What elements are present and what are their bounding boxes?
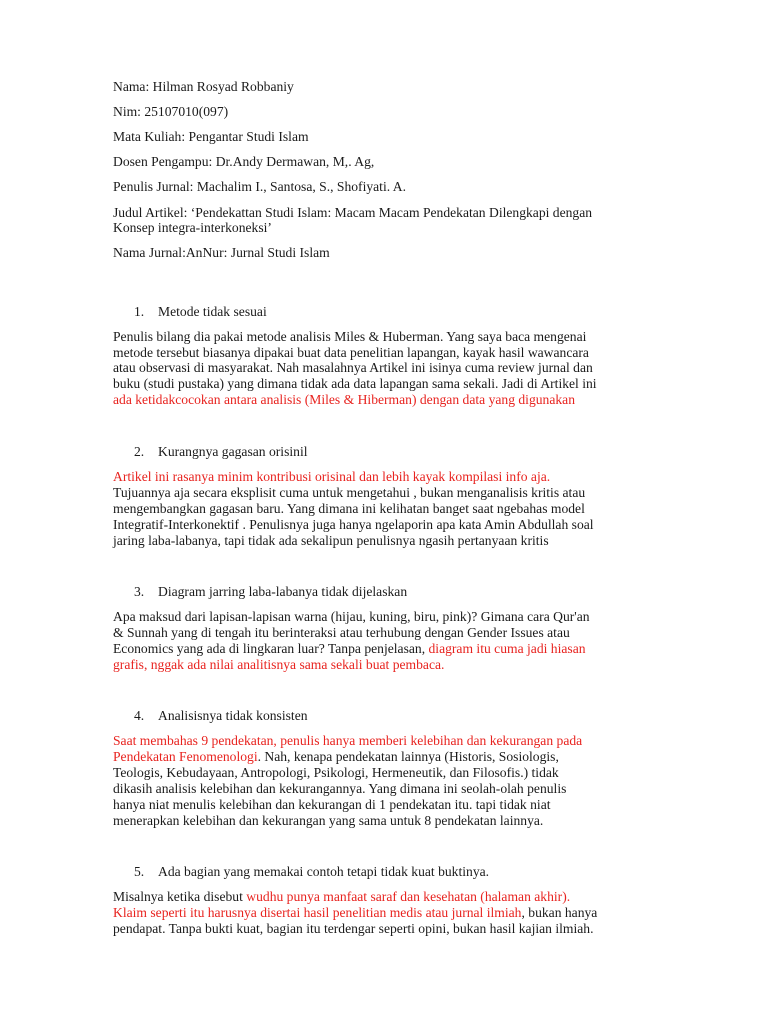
paragraph-line: metode tersebut biasanya dipakai buat data penelitian lapangan, kayak hasil wawancara <box>113 345 589 360</box>
paragraph-line <box>113 905 597 921</box>
student-nim: Nim: 25107010(097) <box>113 104 229 119</box>
highlighted-text: Klaim seperti itu harusnya disertai hasil penelitian medis atau jurnal ilmiah <box>113 905 522 920</box>
section-heading <box>134 708 308 724</box>
section-number: 2. <box>134 444 145 459</box>
paragraph-text: , bukan hanya <box>521 905 598 920</box>
highlighted-line: grafis, nggak ada nilai analitisnya sama sekali buat pembaca. <box>113 657 445 672</box>
paragraph-line: jaring laba-labanya, tapi tidak ada sekalipun penulisnya ngasih pertanyaan kritis <box>113 533 549 548</box>
paragraph-line: Teologis, Kebudayaan, Antropologi, Psikologi, Hermeneutik, dan Filosofis.) tidak <box>113 765 559 780</box>
section-title: Diagram jarring laba-labanya tidak dijelaskan <box>158 584 408 599</box>
article-title-line1: Judul Artikel: ‘Pendekattan Studi Islam: Macam Macam Pendekatan Dilengkapi dengan <box>113 205 593 220</box>
paragraph-line: Apa maksud dari lapisan-lapisan warna (hijau, kuning, biru, pink)? Gimana cara Qur'an <box>113 609 590 624</box>
journal-authors: Penulis Jurnal: Machalim I., Santosa, S., Shofiyati. A. <box>113 179 407 194</box>
section-title: Metode tidak sesuai <box>158 304 267 319</box>
section-heading <box>134 584 407 600</box>
course-name: Mata Kuliah: Pengantar Studi Islam <box>113 129 309 144</box>
section-title: Kurangnya gagasan orisinil <box>158 444 308 459</box>
paragraph-line <box>113 641 586 657</box>
highlighted-text: wudhu punya manfaat saraf dan kesehatan (halaman akhir). <box>246 889 571 904</box>
paragraph-line: hanya niat menulis kelebihan dan kekurangan di 1 pendekatan itu. tapi tidak niat <box>113 797 551 812</box>
paragraph-line: Penulis bilang dia pakai metode analisis Miles & Huberman. Yang saya baca mengenai <box>113 329 587 344</box>
section-heading <box>134 444 308 460</box>
paragraph-line <box>113 749 559 765</box>
section-number: 1. <box>134 304 145 319</box>
paragraph-line: Tujuannya aja secara eksplisit cuma untuk mengetahui , bukan menganalisis kritis atau <box>113 485 586 500</box>
journal-name: Nama Jurnal:AnNur: Jurnal Studi Islam <box>113 245 330 260</box>
paragraph-line: menerapkan kelebihan dan kekurangan yang sama untuk 8 pendekatan lainnya. <box>113 813 544 828</box>
lecturer-name: Dosen Pengampu: Dr.Andy Dermawan, M,. Ag, <box>113 154 375 169</box>
highlighted-line: Saat membahas 9 pendekatan, penulis hanya memberi kelebihan dan kekurangan pada <box>113 733 583 748</box>
paragraph-line: mengembangkan gagasan baru. Yang dimana ini kelihatan banget saat ngebahas model <box>113 501 585 516</box>
section-title: Ada bagian yang memakai contoh tetapi tidak kuat buktinya. <box>158 864 490 879</box>
paragraph-line: buku (studi pustaka) yang dimana tidak ada data lapangan sama sekali. Jadi di Artikel ini <box>113 376 597 391</box>
paragraph-text: . Nah, kenapa pendekatan lainnya (Historis, Sosiologis, <box>257 749 559 764</box>
section-number: 3. <box>134 584 145 599</box>
paragraph-text: Misalnya ketika disebut <box>113 889 247 904</box>
highlighted-text: Pendekatan Fenomenologi <box>113 749 258 764</box>
section-title: Analisisnya tidak konsisten <box>158 708 308 723</box>
paragraph-line: Integratif-Interkonektif . Penulisnya juga hanya ngelaporin apa kata Amin Abdullah soal <box>113 517 594 532</box>
paragraph-line <box>113 889 570 905</box>
highlighted-line: Artikel ini rasanya minim kontribusi orisinal dan lebih kayak kompilasi info aja. <box>113 469 551 484</box>
paragraph-line: & Sunnah yang di tengah itu berinteraksi atau terhubung dengan Gender Issues atau <box>113 625 570 640</box>
section-number: 4. <box>134 708 145 723</box>
highlighted-text: diagram itu cuma jadi hiasan <box>425 641 586 656</box>
section-heading <box>134 304 267 320</box>
section-number: 5. <box>134 864 145 879</box>
section-heading <box>134 864 489 880</box>
student-name: Nama: Hilman Rosyad Robbaniy <box>113 79 294 94</box>
paragraph-text: Economics yang ada di lingkaran luar? Tanpa penjelasan, <box>113 641 426 656</box>
highlighted-line: ada ketidakcocokan antara analisis (Miles & Hiberman) dengan data yang digunakan <box>113 392 576 407</box>
paragraph-line: atau observasi di masyarakat. Nah masalahnya Artikel ini isinya cuma review jurnal dan <box>113 360 593 375</box>
paragraph-line: dikasih analisis kelebihan dan kekurangannya. Yang dimana ini seolah-olah penulis <box>113 781 567 796</box>
article-title-line2: Konsep integra-interkoneksi’ <box>113 220 272 235</box>
paragraph-line: pendapat. Tanpa bukti kuat, bagian itu terdengar seperti opini, bukan hasil kajian ilmiah. <box>113 921 594 936</box>
